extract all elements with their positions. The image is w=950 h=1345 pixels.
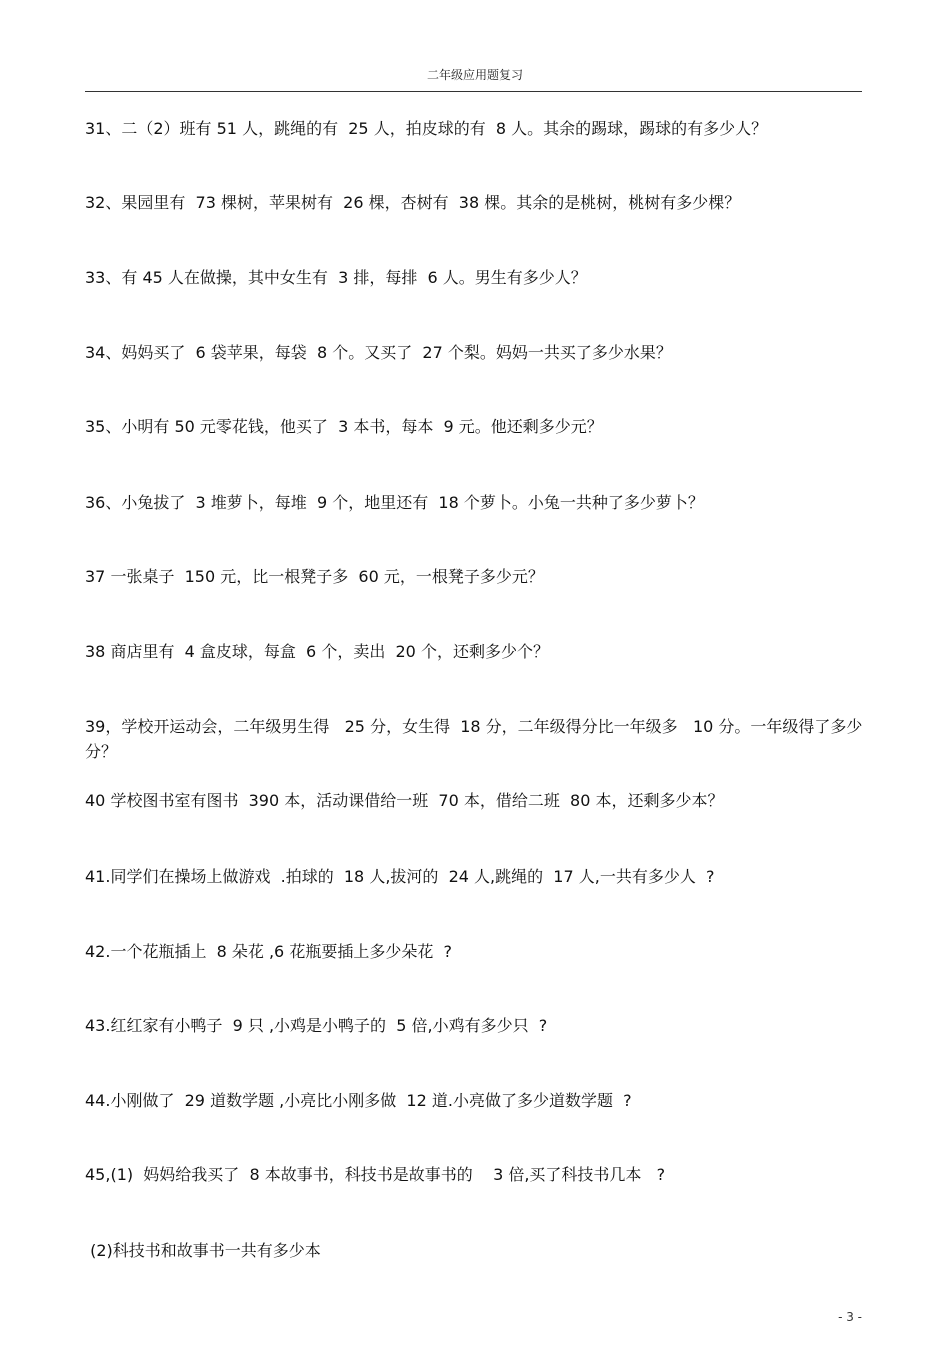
page-number: - 3 - (838, 1310, 862, 1324)
question-45-part-1: 45,(1) 妈妈给我买了 8 本故事书，科技书是故事书的 3 倍,买了科技书几本 ? (85, 1165, 666, 1184)
question-41: 41.同学们在操场上做游戏 .拍球的 18 人,拔河的 24 人,跳绳的 17 人,一共有多少人 ? (85, 867, 715, 886)
question-42: 42.一个花瓶插上 8 朵花 ,6 花瓶要插上多少朵花 ? (85, 942, 452, 961)
question-37: 37 一张桌子 150 元，比一根凳子多 60 元，一根凳子多少元？ (85, 567, 544, 586)
question-36: 36、小兔拔了 3 堆萝卜，每堆 9 个，地里还有 18 个萝卜。小兔一共种了多少萝卜？ (85, 493, 704, 512)
question-33: 33、有 45 人在做操，其中女生有 3 排，每排 6 人。男生有多少人？ (85, 268, 587, 287)
header-divider (85, 91, 862, 92)
question-38: 38 商店里有 4 盒皮球，每盒 6 个，卖出 20 个，还剩多少个？ (85, 642, 549, 661)
question-34: 34、妈妈买了 6 袋苹果，每袋 8 个。又买了 27 个梨。妈妈一共买了多少水果？ (85, 343, 672, 362)
question-32: 32、果园里有 73 棵树，苹果树有 26 棵，杏树有 38 棵。其余的是桃树，桃树有多少棵？ (85, 193, 741, 212)
question-45-part-2: (2)科技书和故事书一共有多少本 (85, 1241, 321, 1260)
question-44: 44.小刚做了 29 道数学题 ,小亮比小刚多做 12 道.小亮做了多少道数学题 ? (85, 1091, 632, 1110)
question-35: 35、小明有 50 元零花钱，他买了 3 本书，每本 9 元。他还剩多少元？ (85, 417, 603, 436)
question-40: 40 学校图书室有图书 390 本，活动课借给一班 70 本，借给二班 80 本，还剩多少本？ (85, 791, 724, 810)
question-43: 43.红红家有小鸭子 9 只 ,小鸡是小鸭子的 5 倍,小鸡有多少只 ? (85, 1016, 548, 1035)
page-header-title: 二年级应用题复习 (426, 68, 523, 82)
question-31: 31、二（2）班有 51 人，跳绳的有 25 人，拍皮球的有 8 人。其余的踢球，踢球的有多少人？ (85, 119, 768, 138)
question-39: 39，学校开运动会，二年级男生得 25 分，女生得 18 分，二年级得分比一年级多 10 分。一年级得了多少分？ (85, 717, 863, 761)
